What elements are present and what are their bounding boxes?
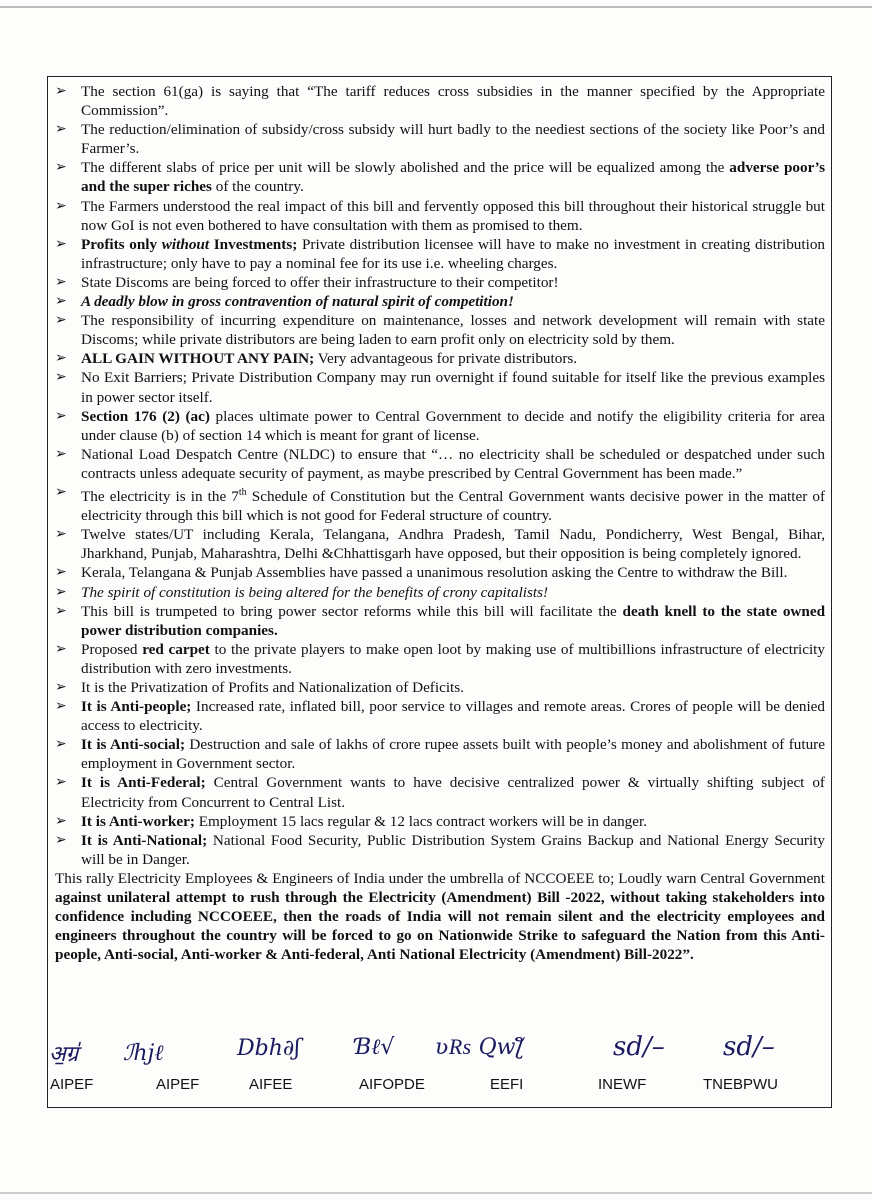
arrow-bullet-icon: ➢	[55, 812, 67, 829]
text-run: The reduction/elimination of subsidy/cross subsidy will hurt badly to the neediest sections of the society like Poor’s and Farmer’s.	[81, 121, 825, 158]
text-run: Private distribution licensee will have to make no investment in creating distribution infrastructure; only have to pay a nominal fee for its use i.e. wheeling charges.	[81, 235, 826, 272]
signature-scrawl: Ɓℓ√	[355, 1035, 395, 1060]
text-run: This rally Electricity Employees & Engineers of India under the umbrella of NCCOEEE to; Loudly warn Central Government	[55, 869, 825, 887]
bullet-item	[55, 197, 825, 235]
arrow-bullet-icon: ➢	[55, 273, 67, 290]
bullet-item	[55, 158, 825, 196]
text-run: to the private players to make open loot by making use of multibillions infrastructure of electricity distribution with zero investments.	[81, 640, 825, 677]
signature-scrawl: अ॒ग्र॑	[49, 1042, 79, 1067]
text-run: Central Government wants to have decisive centralized power & virtually shifting subject of Electricity from Concurrent to Central List.	[81, 774, 825, 811]
text-run: Kerala, Telangana & Punjab Assemblies have passed a unanimous resolution asking the Centre to withdraw the Bill.	[81, 564, 788, 582]
arrow-bullet-icon: ➢	[55, 83, 67, 99]
text-run: A deadly blow in gross contravention of natural spirit of competition!	[81, 293, 514, 311]
text-run: This bill is trumpeted to bring power sector reforms while this bill will facilitate the	[81, 602, 623, 620]
sd-mark: sd/–	[613, 1032, 665, 1062]
text-run: places ultimate power to Central Government to decide and notify the eligibility criteria for area under clause (b) of section 14 which is meant for grant of license.	[81, 407, 825, 444]
text-run: death knell to the state owned power distribution companies.	[81, 602, 826, 639]
text-run: Twelve states/UT including Kerala, Telangana, Andhra Pradesh, Tamil Nadu, Pondicherry, West Bengal, Bihar, Jharkhand, Punjab, Maharashtra, Delhi &Chhattisgarh have opposed, but their opposition is being completely ignored.	[81, 526, 825, 563]
text-run: red carpet	[142, 640, 210, 658]
arrow-bullet-icon: ➢	[55, 483, 67, 500]
text-run: The different slabs of price per unit will be slowly abolished and the price will be equalized among the	[81, 159, 730, 177]
bullet-item	[55, 445, 825, 483]
text-run: Schedule of Constitution but the Central Government wants decisive power in the matter of electricity through this bill which is not good for Federal structure of country.	[81, 488, 825, 525]
arrow-bullet-icon: ➢	[55, 350, 67, 367]
signature-row	[49, 1032, 825, 1100]
text-run: Employment 15 lacs regular & 12 lacs contract workers will be in danger.	[194, 812, 648, 830]
signature-scrawl: ℐhjℓ	[123, 1041, 164, 1066]
arrow-bullet-icon: ➢	[55, 698, 67, 715]
arrow-bullet-icon: ➢	[55, 774, 67, 791]
text-run: No Exit Barriers; Private Distribution Company may run overnight if found suitable for itself like the previous examples in power sector itself.	[81, 369, 825, 406]
text-run: Profits only	[81, 235, 162, 253]
text-run: The electricity is in the 7	[81, 488, 239, 506]
arrow-bullet-icon: ➢	[55, 640, 67, 657]
text-run: It is Anti-National;	[81, 831, 208, 849]
text-run: It is Anti-Federal;	[81, 774, 206, 792]
text-run: National Food Security, Public Distribution System Grains Backup and National Energy Security will be in Danger.	[81, 831, 825, 868]
text-run: It is the Privatization of Profits and Nationalization of Deficits.	[81, 678, 464, 696]
bullet-item	[55, 273, 825, 292]
arrow-bullet-icon: ➢	[55, 526, 67, 543]
arrow-bullet-icon: ➢	[55, 293, 67, 310]
signature-scrawl: ʋ₨ Qwƪ	[435, 1035, 523, 1060]
bullet-item	[55, 831, 825, 869]
text-run: th	[238, 486, 247, 498]
text-run: The responsibility of incurring expenditure on maintenance, losses and network development will remain with state Discoms; while private distributors are being laden to earn profit only on electricity sold by them.	[81, 312, 825, 349]
text-run: Investments;	[209, 235, 298, 253]
sd-mark: sd/–	[723, 1032, 775, 1062]
signatory-aifopde: AIFOPDE	[359, 1076, 425, 1093]
arrow-bullet-icon: ➢	[55, 564, 67, 581]
signatory-eefi: EEFI	[490, 1076, 524, 1093]
text-run: adverse poor’s and the super riches	[81, 159, 825, 196]
arrow-bullet-icon: ➢	[55, 736, 67, 753]
bullet-item	[55, 583, 825, 602]
document-body	[55, 82, 825, 964]
text-run: The spirit of constitution is being altered for the benefits of crony capitalists!	[81, 583, 549, 601]
text-run: It is Anti-people;	[81, 698, 192, 716]
signatory-aipef: AIPEF	[50, 1076, 94, 1093]
closing-paragraph	[55, 869, 825, 964]
arrow-bullet-icon: ➢	[55, 602, 67, 619]
bullet-item	[55, 292, 825, 311]
bullet-item	[55, 812, 825, 831]
text-run: National Load Despatch Centre (NLDC) to ensure that “… no electricity shall be scheduled or despatched under such contracts unless adequate security of payment, as maybe prescribed by Central Government has been made.”	[81, 445, 825, 482]
bullet-item	[55, 773, 825, 811]
text-run: Proposed	[81, 640, 143, 658]
text-run: Section 176 (2) (ac)	[81, 407, 210, 425]
text-run: The Farmers understood the real impact of this bill and fervently opposed this bill throughout their historical struggle but now GoI is not even bothered to have consultation with them as promised to them.	[81, 197, 825, 234]
bullet-item	[55, 563, 825, 582]
text-run: against unilateral attempt to rush through the Electricity (Amendment) Bill -2022, without taking stakeholders into confidence including NCCOEEE, then the roads of India will not remain silent and the electricity employees and engineers throughout the country will be forced to go on Nationwide Strike to safeguard the Nation from this Anti-people, Anti-social, Anti-worker & Anti-federal, Anti National Electricity (Amendment) Bill-2022”.	[55, 889, 825, 964]
bottom-rule	[0, 1192, 872, 1194]
arrow-bullet-icon: ➢	[55, 369, 67, 386]
text-run: without	[161, 235, 210, 253]
signatory-aipef-2: AIPEF	[156, 1076, 200, 1093]
arrow-bullet-icon: ➢	[55, 831, 67, 848]
bullet-item	[55, 407, 825, 445]
arrow-bullet-icon: ➢	[55, 235, 67, 252]
bullet-item	[55, 235, 825, 273]
bullet-item	[55, 735, 825, 773]
bullet-item	[55, 483, 825, 525]
signatory-tnebpwu: TNEBPWU	[703, 1076, 778, 1093]
top-rule	[0, 6, 872, 8]
arrow-bullet-icon: ➢	[55, 197, 67, 214]
bullet-item	[55, 120, 825, 158]
bullet-item	[55, 368, 825, 406]
bullet-item	[55, 82, 825, 120]
text-run: It is Anti-social;	[81, 736, 186, 754]
text-run: Destruction and sale of lakhs of crore rupee assets built with people’s money and abolishment of future employment in Government sector.	[81, 736, 825, 773]
bullet-item	[55, 640, 825, 678]
arrow-bullet-icon: ➢	[55, 583, 67, 600]
arrow-bullet-icon: ➢	[55, 445, 67, 462]
arrow-bullet-icon: ➢	[55, 121, 67, 138]
signatory-inewf: INEWF	[598, 1076, 647, 1093]
signature-scrawl: Dbh∂ʃ	[237, 1036, 301, 1061]
bullet-item	[55, 349, 825, 368]
bullet-item	[55, 525, 825, 563]
bullet-item	[55, 697, 825, 735]
text-run: The section 61(ga) is saying that “The tariff reduces cross subsidies in the manner specified by the Appropriate Commission”.	[81, 83, 825, 120]
bullet-list	[55, 82, 825, 869]
text-run: It is Anti-worker;	[81, 812, 195, 830]
arrow-bullet-icon: ➢	[55, 678, 67, 695]
arrow-bullet-icon: ➢	[55, 312, 67, 329]
text-run: of the country.	[211, 178, 304, 196]
text-run: ALL GAIN WITHOUT ANY PAIN;	[81, 350, 315, 368]
arrow-bullet-icon: ➢	[55, 159, 67, 176]
arrow-bullet-icon: ➢	[55, 407, 67, 424]
bullet-item	[55, 678, 825, 697]
text-run: State Discoms are being forced to offer their infrastructure to their competitor!	[81, 273, 559, 291]
bullet-item	[55, 311, 825, 349]
signatory-aifee: AIFEE	[249, 1076, 293, 1093]
text-run: Very advantageous for private distributors.	[314, 350, 578, 368]
text-run: Increased rate, inflated bill, poor service to villages and remote areas. Crores of people will be denied access to electricity.	[81, 698, 825, 735]
bullet-item	[55, 602, 825, 640]
